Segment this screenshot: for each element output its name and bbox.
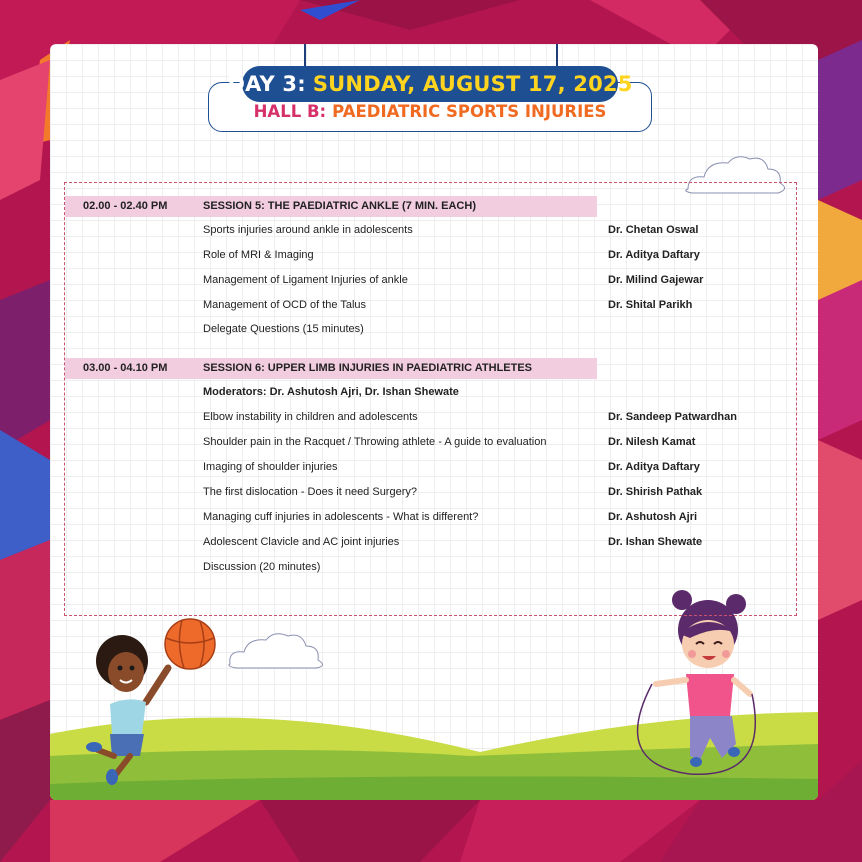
day-label: DAY 3: [227,72,306,96]
hanger-left [304,44,306,68]
talk-speaker: Dr. Aditya Daftary [608,249,700,261]
talk-speaker: Dr. Sandeep Patwardhan [608,411,737,423]
talk-topic: Role of MRI & Imaging [203,249,314,261]
basketball-icon [165,619,215,669]
table-row [65,270,798,291]
session-header [65,358,597,379]
boy-illustration [86,635,168,785]
talk-topic: Delegate Questions (15 minutes) [203,323,364,335]
table-row [65,245,798,266]
talk-speaker: Dr. Shital Parikh [608,299,693,311]
talk-topic: Imaging of shoulder injuries [203,461,338,473]
day-banner [227,66,633,102]
talk-topic: Discussion (20 minutes) [203,561,321,573]
table-row [65,532,798,553]
event-date: SUNDAY, AUGUST 17, 2025 [312,72,633,96]
table-row [65,319,798,340]
talk-speaker: Dr. Milind Gajewar [608,274,704,286]
talk-speaker: Dr. Nilesh Kamat [608,436,696,448]
table-row [65,507,798,528]
table-row [65,407,798,428]
talk-topic: Management of OCD of the Talus [203,299,367,311]
hanger-right [556,44,558,68]
grass [50,776,818,800]
talk-topic: Adolescent Clavicle and AC joint injuries [203,536,400,548]
table-row [65,432,798,453]
talk-topic: Shoulder pain in the Racquet / Throwing athlete - A guide to evaluation [203,436,547,448]
session-time: 03.00 - 04.10 PM [83,362,168,374]
talk-topic: Sports injuries around ankle in adolescents [203,224,413,236]
talk-speaker: Dr. Ashutosh Ajri [608,511,698,523]
schedule-table [64,182,797,616]
talk-speaker: Dr. Shirish Pathak [608,486,703,498]
session-title: SESSION 6: UPPER LIMB INJURIES IN PAEDIATRIC ATHLETES [203,362,533,374]
talk-topic: Managing cuff injuries in adolescents - What is different? [203,511,479,523]
talk-topic: Elbow instability in children and adolescents [203,411,418,423]
table-row [65,482,798,503]
talk-topic: The first dislocation - Does it need Surgery? [203,486,417,498]
moderators-row [65,382,798,403]
session-header [65,196,597,217]
hall-title: PAEDIATRIC SPORTS INJURIES [332,102,607,121]
session-time: 02.00 - 02.40 PM [83,200,168,212]
table-row [65,295,798,316]
talk-topic: Management of Ligament Injuries of ankle [203,274,408,286]
hall-label: HALL B: [253,102,327,121]
table-row [65,557,798,578]
talk-speaker: Dr. Aditya Daftary [608,461,700,473]
hill-front [50,744,818,800]
cloud-icon [229,634,323,668]
hill-back [50,712,818,800]
session-title: SESSION 5: THE PAEDIATRIC ANKLE (7 MIN. EACH) [203,200,476,212]
moderators: Moderators: Dr. Ashutosh Ajri, Dr. Ishan Shewate [203,386,459,398]
table-row [65,457,798,478]
girl-illustration [638,590,756,774]
table-row [65,220,798,241]
schedule-card [50,44,818,800]
talk-speaker: Dr. Ishan Shewate [608,536,703,548]
talk-speaker: Dr. Chetan Oswal [608,224,699,236]
